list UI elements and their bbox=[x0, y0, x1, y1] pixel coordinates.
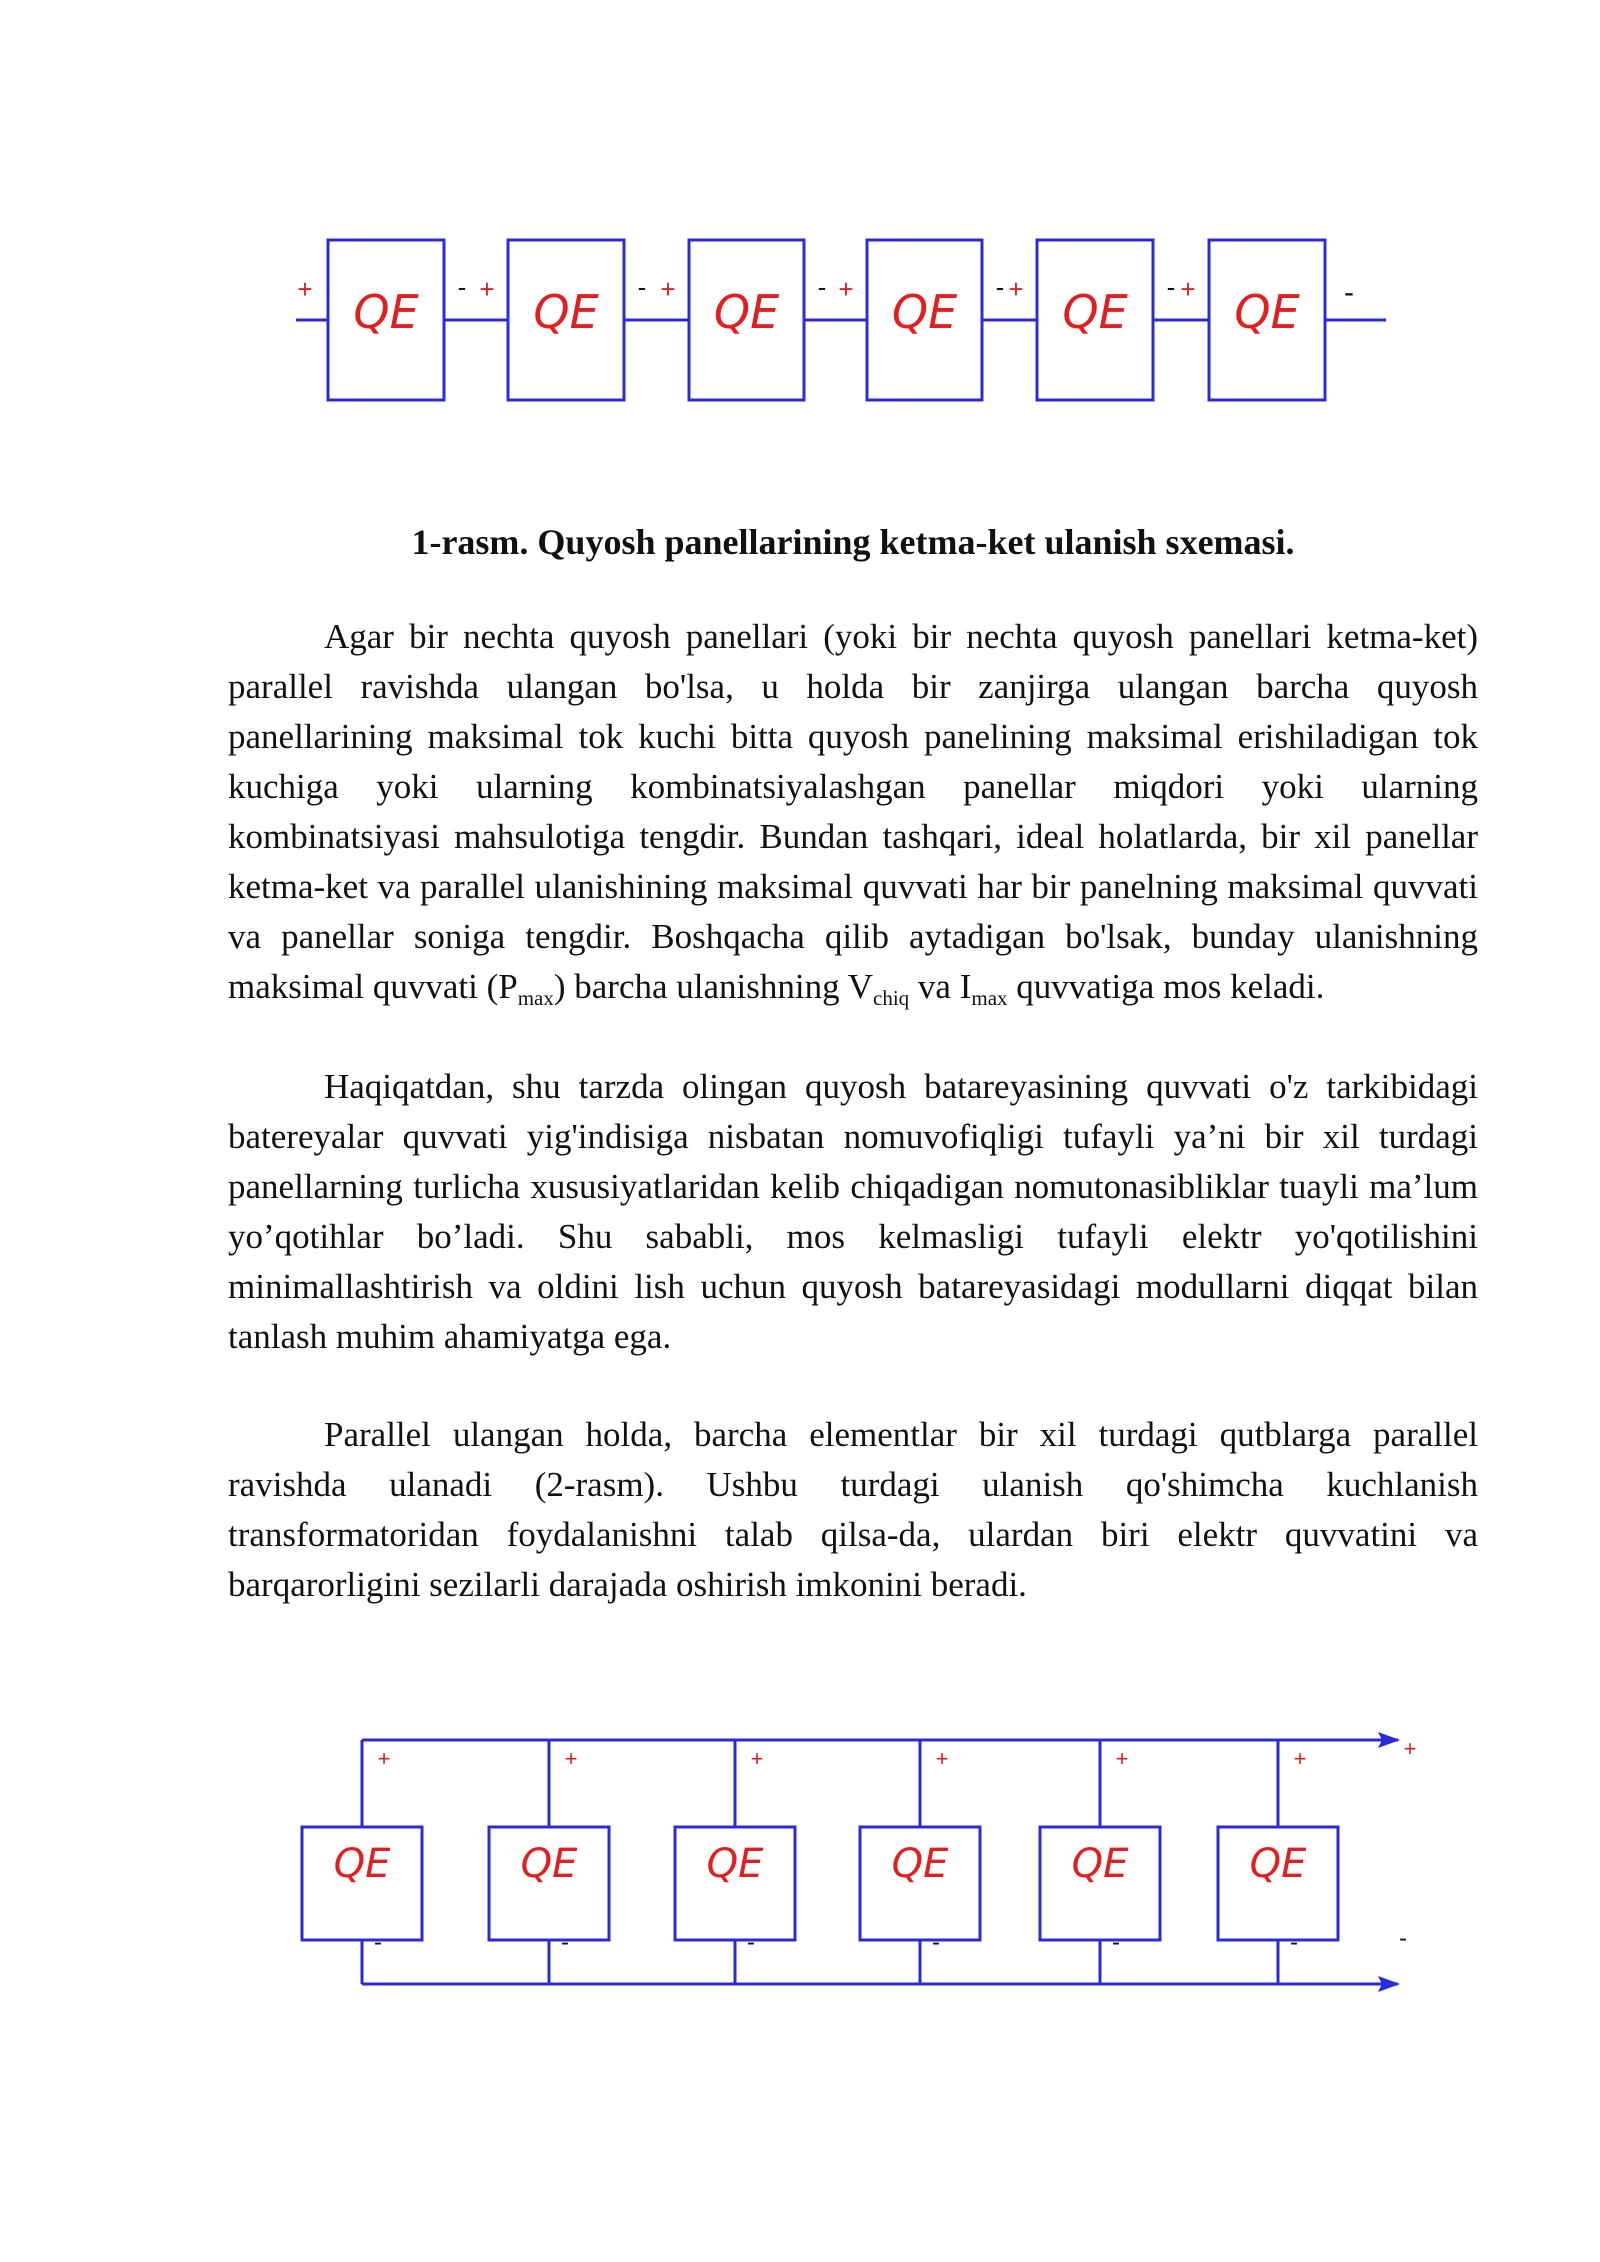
plus-terminal-sign: + bbox=[1403, 1736, 1417, 1761]
vchiq-subscript: chiq bbox=[873, 986, 910, 1010]
plus-terminal-sign: + bbox=[1293, 1746, 1307, 1771]
plus-terminal-sign: + bbox=[1180, 274, 1196, 304]
panel-label: QE bbox=[891, 285, 958, 339]
minus-terminal-sign: - bbox=[747, 1929, 755, 1956]
minus-terminal-sign: - bbox=[374, 1929, 382, 1956]
panel-label: QE bbox=[533, 285, 599, 339]
plus-terminal-sign: + bbox=[479, 274, 495, 304]
plus-terminal-sign: + bbox=[750, 1746, 764, 1771]
imax-subscript: max bbox=[971, 986, 1008, 1010]
plus-terminal-sign: + bbox=[838, 274, 854, 304]
paragraph-1-text-4: quvvatiga mos keladi. bbox=[1007, 967, 1325, 1006]
panel-label: QE bbox=[1234, 285, 1300, 339]
paragraph-2: Haqiqatdan, shu tarzda olingan quyosh batareyasining quvvati o'z tarkibidagi batereyalar quvvati yig'indisiga nisbatan nomuvofiqligi tufayli ya’ni bir xil turdagi panellarning turlicha xususiyatlaridan kelib chiqadigan nomutonasibliklar tuayli ma’lum yo’qotihlar bo’ladi. Shu sababli, mos kelmasligi tufayli elektr yo'qotilishini minimallashtirish va oldini lish uchun quyosh batareyasidagi modullarni diqqat bilan tanlash muhim ahamiyatga ega. bbox=[228, 1067, 1478, 1356]
parallel-connection-diagram bbox=[0, 1700, 1600, 2030]
minus-terminal-sign: - bbox=[561, 1929, 569, 1956]
panel-label: QE bbox=[353, 285, 419, 339]
minus-terminal-sign: - bbox=[932, 1929, 940, 1956]
minus-terminal-sign: - bbox=[1112, 1929, 1120, 1956]
paragraph-1-text: Agar bir nechta quyosh panellari (yoki bir nechta quyosh panellari ketma-ket) parallel ravishda ulangan bo'lsa, u holda bir zanjirga ulangan barcha quyosh panellarining maksimal tok kuchi bitta quyosh panelining maksimal erishiladigan tok kuchiga yoki ularning kombinatsiyalashgan panellar miqdori yoki ularning kombinatsiyasi mahsulotiga tengdir. Bundan tashqari, ideal holatlarda, bir xil panellar ketma-ket va parallel ulanishining maksimal quvvati har bir panelning maksimal quvvati va panellar soniga tengdir. Boshqacha qilib aytadigan bo'lsak, bunday ulanishning maksimal quvvati (P bbox=[228, 617, 1478, 1006]
panel-label: QE bbox=[1249, 1841, 1307, 1887]
minus-terminal-sign: - bbox=[637, 272, 647, 302]
plus-terminal-sign: + bbox=[377, 1746, 391, 1771]
panel-label: QE bbox=[1062, 285, 1128, 339]
pmax-subscript: max bbox=[517, 986, 554, 1010]
minus-terminal-sign: - bbox=[1399, 1925, 1407, 1952]
panel-label: QE bbox=[891, 1841, 949, 1887]
plus-terminal-sign: + bbox=[1008, 274, 1024, 304]
plus-terminal-sign: + bbox=[935, 1746, 949, 1771]
panel-label: QE bbox=[333, 1841, 391, 1887]
panel-label: QE bbox=[1071, 1841, 1129, 1887]
plus-terminal-sign: + bbox=[1115, 1746, 1129, 1771]
paragraph-1 bbox=[228, 612, 1478, 1012]
series-connection-diagram bbox=[0, 0, 1600, 470]
panel-label: QE bbox=[520, 1841, 578, 1887]
plus-terminal-sign: + bbox=[660, 274, 676, 304]
figure-1-caption: 1-rasm. Quyosh panellarining ketma-ket ulanish sxemasi. bbox=[411, 522, 1295, 562]
minus-terminal-sign: - bbox=[457, 272, 467, 302]
plus-terminal-sign: + bbox=[564, 1746, 578, 1771]
panel-label: QE bbox=[706, 1841, 764, 1887]
paragraph-1-text-3: va I bbox=[909, 967, 972, 1006]
paragraph-3: Parallel ulangan holda, barcha elementlar bir xil turdagi qutblarga parallel ravishda ulanadi (2-rasm). Ushbu turdagi ulanish qo'shimcha kuchlanish transformatoridan foydalanishni talab qilsa-da, ulardan biri elektr quvvatini va barqarorligini sezilarli darajada oshirish imkonini beradi. bbox=[228, 1415, 1478, 1604]
minus-terminal-sign: - bbox=[1290, 1929, 1298, 1956]
minus-terminal-sign: - bbox=[817, 272, 827, 302]
plus-terminal-sign: + bbox=[297, 274, 313, 304]
minus-terminal-sign: - bbox=[1166, 272, 1176, 302]
paragraph-1-text-2: ) barcha ulanishning V bbox=[553, 967, 873, 1006]
minus-terminal-sign: - bbox=[1344, 276, 1354, 309]
minus-terminal-sign: - bbox=[995, 272, 1005, 302]
panel-label: QE bbox=[713, 285, 780, 339]
